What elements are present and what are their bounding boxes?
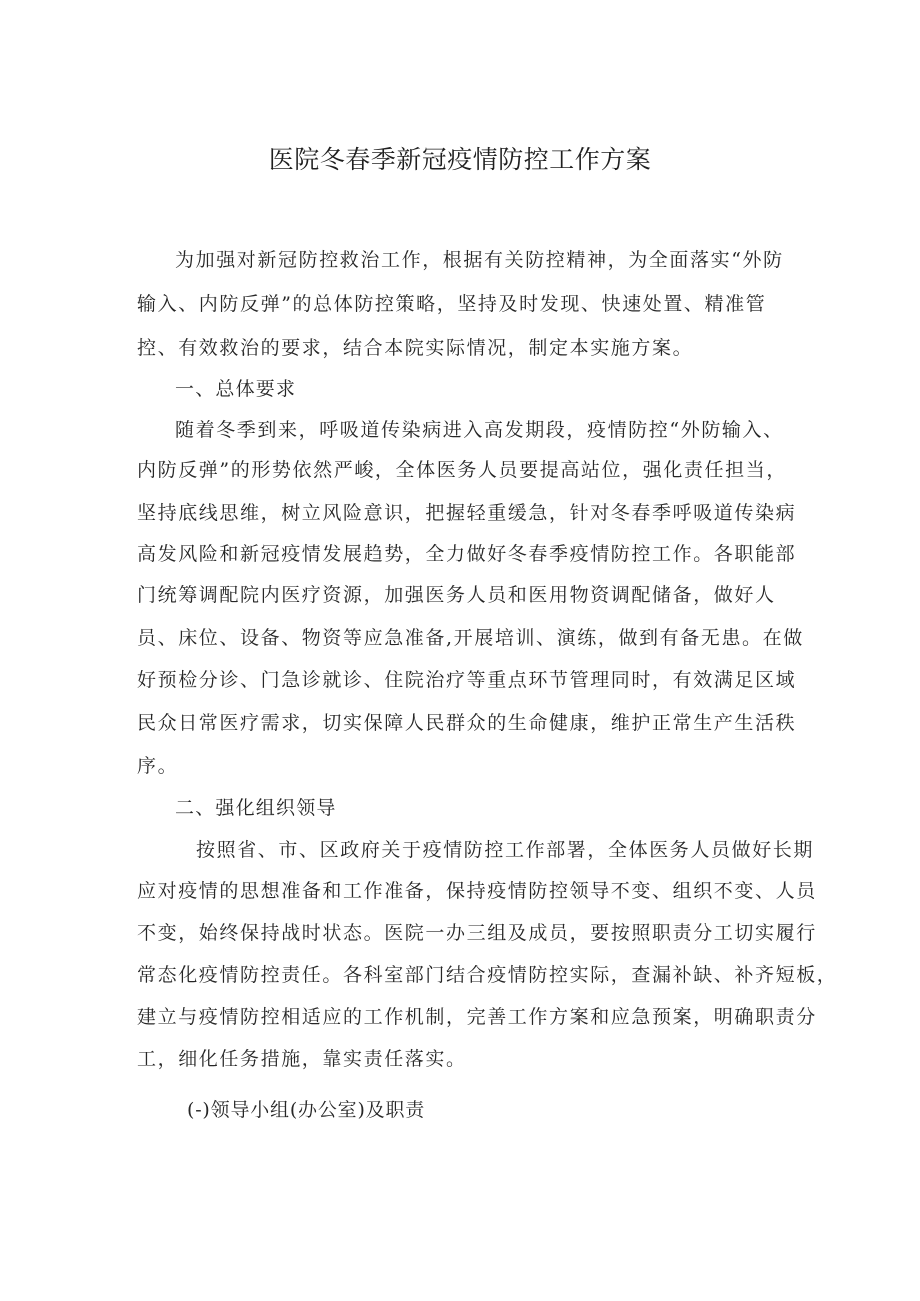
paragraph-general-line-5: 门统筹调配院内医疗资源，加强医务人员和医用物资调配储备，做好人 bbox=[137, 584, 776, 606]
paragraph-intro-line-1: 为加强对新冠防控救治工作，根据有关防控精神，为全面落实“外防 bbox=[175, 249, 784, 271]
paragraph-organization-line-4: 常态化疫情防控责任。各科室部门结合疫情防控实际，查漏补缺、补齐短板， bbox=[137, 964, 838, 986]
paragraph-general-line-4: 高发风险和新冠疫情发展趋势，全力做好冬春季疫情防控工作。各职能部 bbox=[137, 543, 797, 565]
paragraph-general-line-9: 序。 bbox=[137, 755, 179, 777]
paragraph-general-line-6: 员、床位、设备、物资等应急准备,开展培训、演练，做到有备无患。在做 bbox=[137, 627, 804, 649]
paragraph-general-line-2: 内防反弹”的形势依然严峻，全体医务人员要提高站位，强化责任担当， bbox=[137, 459, 787, 481]
section-heading-general-requirements: 一、总体要求 bbox=[175, 378, 297, 400]
paragraph-organization-line-3: 不变，始终保持战时状态。医院一办三组及成员，要按照职责分工切实履行 bbox=[137, 922, 817, 944]
paragraph-organization-line-2: 应对疫情的思想准备和工作准备，保持疫情防控领导不变、组织不变、人员 bbox=[137, 880, 817, 902]
section-heading-organization: 二、强化组织领导 bbox=[175, 797, 337, 819]
paragraph-general-line-3: 坚持底线思维，树立风险意识，把握轻重缓急，针对冬春季呼吸道传染病 bbox=[137, 502, 797, 524]
paragraph-organization-line-1: 按照省、市、区政府关于疫情防控工作部署，全体医务人员做好长期 bbox=[196, 839, 815, 861]
paragraph-intro-line-3: 控、有效救治的要求，结合本院实际情况，制定本实施方案。 bbox=[137, 337, 694, 359]
paragraph-organization-line-5: 建立与疫情防控相适应的工作机制，完善工作方案和应急预案，明确职责分 bbox=[137, 1006, 817, 1028]
paragraph-intro-line-2: 输入、内防反弹”的总体防控策略，坚持及时发现、快速处置、精准管 bbox=[137, 293, 767, 315]
document-title: 医院冬春季新冠疫情防控工作方案 bbox=[268, 145, 652, 174]
paragraph-general-line-1: 随着冬季到来，呼吸道传染病进入高发期段，疫情防控“外防输入、 bbox=[175, 419, 784, 441]
paragraph-organization-line-6: 工，细化任务措施，靠实责任落实。 bbox=[137, 1048, 467, 1070]
paragraph-general-line-7: 好预检分诊、门急诊就诊、住院治疗等重点环节管理同时，有效满足区域 bbox=[137, 669, 797, 691]
paragraph-general-line-8: 民众日常医疗需求，切实保障人民群众的生命健康，维护正常生产生活秩 bbox=[137, 712, 797, 734]
subsection-heading-leadership-group: (-)领导小组(办公室)及职责 bbox=[187, 1099, 426, 1121]
